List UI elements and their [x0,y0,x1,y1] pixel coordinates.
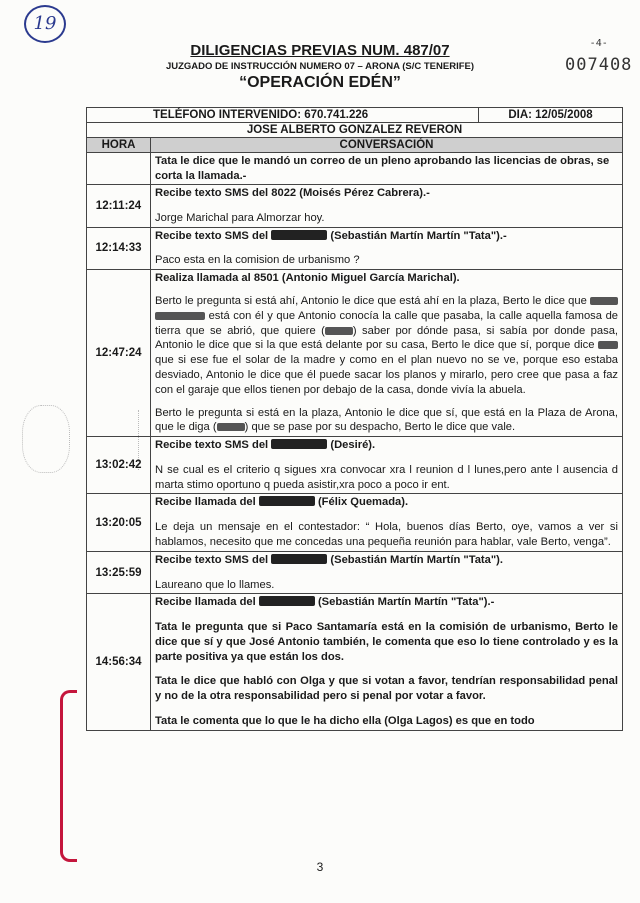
table-row [87,551,623,594]
row-body: Laureano que lo llames. [155,578,275,591]
row-head: Recibe texto SMS del (Sebastián Martín Martín "Tata"). [155,553,504,566]
red-margin-bracket [60,690,77,862]
table-row [87,594,623,730]
transcript-table [86,107,623,731]
row-time: 12:47:24 [87,270,151,437]
row-time [87,153,151,185]
row-time: 13:02:42 [87,437,151,494]
row-head: Recibe texto SMS del (Sebastián Martín Martín "Tata").- [155,229,507,242]
table-row [87,227,623,270]
row-time: 12:14:33 [87,227,151,270]
row-time: 14:56:34 [87,594,151,730]
stamp-mark: -4- [589,38,608,49]
row-body: Le deja un mensaje en el contestador: “ Hola, buenos días Berto, oye, vamos a ver si hablamos, necesito que me concedas una pequeña reunión para hablar, vale Berto, venga”. [155,521,619,548]
row-head: Recibe texto SMS del 8022 (Moisés Pérez Cabrera).- [155,187,430,200]
court-line: JUZGADO DE INSTRUCCIÓN NUMERO 07 – ARONA (S/C TENERIFE) [165,61,475,72]
table-row [87,437,623,494]
redacted-name [325,327,353,335]
row-body: Tata le dice que habló con Olga y que si votan a favor, tendrían responsabilidad penal y no de la otra responsabilidad pero si penal por votar a favor. [155,675,619,703]
redacted-number [259,596,315,606]
redacted-number [271,554,327,564]
table-row [87,153,623,185]
redacted-number [259,496,315,506]
row-time: 12:11:24 [87,185,151,228]
redacted-name [590,297,618,305]
stamp-number: 007408 [565,55,633,75]
holder-name: JOSE ALBERTO GONZALEZ REVERON [87,123,623,138]
redacted-number [271,439,327,449]
row-head: Recibe texto SMS del (Desiré). [155,439,376,452]
col-hour-header: HORA [87,138,151,153]
row-time: 13:25:59 [87,551,151,594]
faint-seal [22,405,70,473]
row-body: Berto le pregunta si está en la plaza, Antonio le dice que sí, que está en la Plaza de Arona, que le diga ( ) que se pase por su despacho, Berto le dice que vale. [155,406,619,434]
row-body: Tata le comenta que lo que le ha dicho ella (Olga Lagos) es que en todo [155,715,535,727]
operation-name: “OPERACIÓN EDÉN” [239,74,401,91]
row-head: Recibe llamada del (Félix Quemada). [155,496,409,509]
redacted-name [598,341,618,349]
row-body: Paco esta en la comision de urbanismo ? [155,254,360,267]
row-time: 13:20:05 [87,494,151,551]
redacted-name [155,312,205,320]
table-row [87,270,623,437]
row-text: Tata le dice que le mandó un correo de un pleno aprobando las licencias de obras, se corta la llamada.- [151,153,623,185]
row-body: Berto le pregunta si está ahí, Antonio le dice que está ahí en la plaza, Berto le dice que está con él y que Antonio conocía la calle que pasaba, la calle aquella famosa de tierra que se abrió, que quiere ( ) saber por dónde pasa, si sabía por donde pasa, Antonio le dice que si la que está delante por su casa, Berto le dice que sí, porque dice que si ese fue el solar de la madre y como en el plan nuevo no se ve, porque eso estaba desviado, Antonio le dice que él puede sacar los planos y mirarlo, pero cree que pasa a faz con el garaje que ellos tienen por debajo de la casa, donde vivía la abuela. [155,295,619,396]
phone-label: TELÉFONO INTERVENIDO: 670.741.226 [87,108,479,123]
row-body: N se cual es el criterio q sigues xra convocar xra l reunion d l lunes,pero ante l ausencia d marta stimo oportuno q pueda asistir,xra poco a poco ir ent. [155,463,619,491]
table-row [87,494,623,551]
folio-number: 19 [24,5,66,43]
redacted-number [271,230,327,240]
row-body: Jorge Marichal para Almorzar hoy. [155,211,325,224]
col-conversation-header: CONVERSACIÓN [151,138,623,153]
doc-title: DILIGENCIAS PREVIAS NUM. 487/07 [190,42,450,59]
date-label: DIA: 12/05/2008 [479,108,623,123]
row-head: Realiza llamada al 8501 (Antonio Miguel García Marichal). [155,272,460,285]
page-number: 3 [316,860,324,874]
table-row [87,185,623,228]
redacted-name [217,423,245,431]
row-head: Recibe llamada del (Sebastián Martín Martín "Tata").- [155,596,495,609]
row-body: Tata le pregunta que si Paco Santamaría está en la comisión de urbanismo, Berto le dice que sí y que José Antonio también, le comenta que eso lo tiene controlado y es la parte positiva ya que están los dos. [155,621,619,663]
